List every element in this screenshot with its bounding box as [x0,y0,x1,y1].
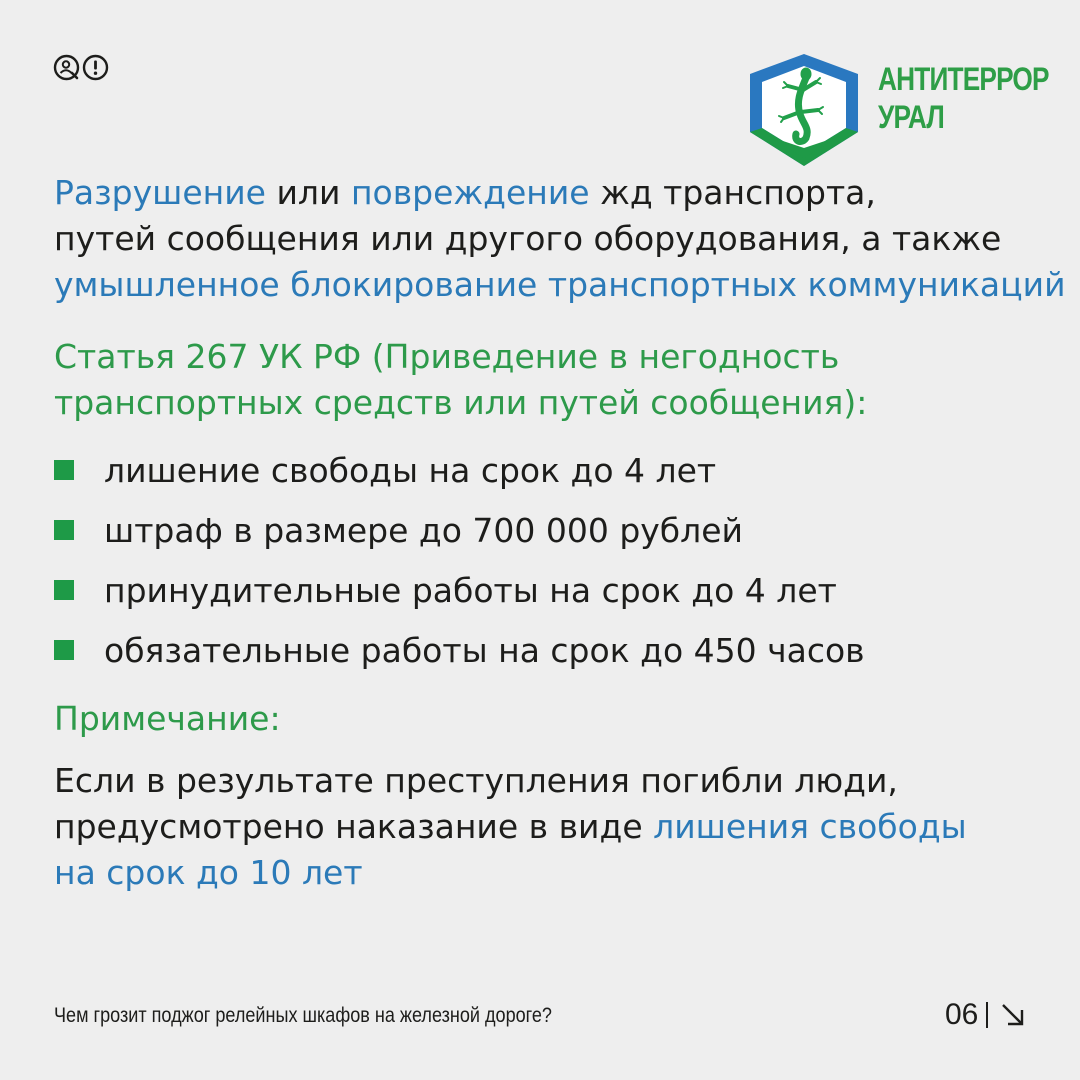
search-person-icon [53,54,80,81]
intro-highlight-destruction: Разрушение [54,173,266,212]
list-item [54,560,865,620]
header-icons [53,54,109,81]
note-body [54,758,967,896]
bullet-square-icon [54,520,74,540]
bullet-square-icon [54,580,74,600]
intro-line-1 [54,170,1066,216]
note-line-2-highlight: лишения свободы [653,807,967,846]
footer-caption: Чем грозит поджог релейных шкафов на железной дороге? [54,1004,552,1027]
intro-paragraph [54,170,1066,308]
page-indicator [945,998,1026,1032]
penalties-list [54,440,865,680]
intro-text-or: или [265,173,351,212]
brand-line-2: УРАЛ [878,99,944,135]
brand-line-1: АНТИТЕРРОР [878,61,1049,97]
bullet-square-icon [54,460,74,480]
page-divider [986,1002,988,1028]
brand-name [878,60,1049,136]
arrow-down-right-icon [1000,1002,1026,1028]
lizard-shield-icon [748,52,860,168]
article-heading [54,334,867,426]
note-line-1: Если в результате преступления погибли люди, [54,761,898,800]
note-line-3: на срок до 10 лет [54,853,363,892]
article-line-2: транспортных средств или путей сообщения): [54,383,868,422]
intro-line-3: умышленное блокирование транспортных коммуникаций [54,265,1066,304]
brand-logo [748,52,1080,168]
page-number: 06 [945,998,979,1031]
note-line-2-text: предусмотрено наказание в виде [54,807,654,846]
intro-text-transport: жд транспорта, [589,173,876,212]
list-item [54,620,865,680]
penalty-text: лишение свободы на срок до 4 лет [104,450,717,490]
alert-icon [82,54,109,81]
penalty-text: принудительные работы на срок до 4 лет [104,570,837,610]
note-line-2 [54,804,967,850]
list-item [54,500,865,560]
intro-highlight-damage: повреждение [350,173,590,212]
article-line-1: Статья 267 УК РФ (Приведение в негодность [54,337,840,376]
penalty-text: штраф в размере до 700 000 рублей [104,510,744,550]
intro-line-2: путей сообщения или другого оборудования, а также [54,219,1002,258]
note-title: Примечание: [54,699,281,738]
list-item [54,440,865,500]
bullet-square-icon [54,640,74,660]
penalty-text: обязательные работы на срок до 450 часов [104,630,865,670]
